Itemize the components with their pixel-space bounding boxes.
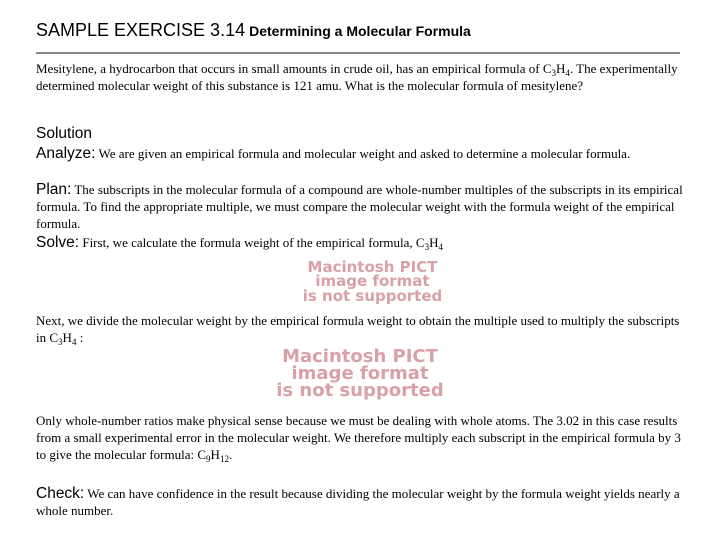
formula-element: H [62, 330, 72, 345]
formula-element: H [210, 447, 220, 462]
formula-element: H [429, 235, 439, 250]
formula-subscript: 3 [551, 68, 557, 78]
problem-text-2: . The experimentally determined molecular weight of this substance is 121 amu. What is the molecular formula of mesitylene? [36, 61, 678, 93]
formula-subscript: 4 [71, 337, 77, 347]
solution-label: Solution [36, 125, 93, 142]
check-text: We can have confidence in the result because dividing the molecular weight by the formula weight yields nearly a whole number. [36, 486, 680, 518]
formula-subscript: 12 [219, 454, 229, 464]
pict-line: is not supported [276, 380, 444, 402]
formula-subscript: 4 [565, 68, 570, 78]
pict-line: image format [291, 363, 429, 385]
next-paragraph [36, 312, 684, 346]
title-divider [36, 52, 680, 54]
analyze-text: We are given an empirical formula and molecular weight and asked to determine a molecular formula. [95, 146, 631, 161]
conclusion-end: . [228, 447, 233, 462]
solution-heading [36, 125, 684, 142]
formula-subscript: 4 [438, 242, 443, 252]
next-text: Next, we divide the molecular weight by the empirical formula weight to obtain the multiple used to multiply the subscripts in C [36, 313, 680, 345]
pict-line: Macintosh PICT [282, 346, 438, 367]
plan-label: Plan: [36, 181, 72, 198]
analyze-paragraph [36, 145, 684, 162]
problem-statement [36, 60, 684, 94]
pict-placeholder-1 [265, 260, 480, 303]
formula-element: H [556, 61, 566, 76]
solve-text: First, we calculate the formula weight of the empirical formula, C [79, 235, 425, 250]
check-paragraph [36, 485, 684, 519]
formula-subscript: 3 [424, 242, 430, 252]
exercise-title [36, 20, 471, 41]
solve-label: Solve: [36, 234, 80, 251]
conclusion-text: Only whole-number ratios make physical sense because we must be dealing with whole atoms. The 3.02 in this case results from a small experimental error in the molecular weight. We therefore multiply each subscript in the empirical formula by 3 to give the molecular formula: C [36, 413, 681, 462]
solve-paragraph [36, 234, 684, 251]
pict-line: is not supported [302, 286, 443, 305]
check-label: Check: [36, 485, 85, 502]
exercise-subtitle: Determining a Molecular Formula [249, 23, 471, 39]
formula-subscript: 9 [206, 454, 211, 464]
formula-subscript: 3 [58, 337, 63, 347]
next-end: : [76, 330, 84, 345]
problem-text-1: Mesitylene, a hydrocarbon that occurs in small amounts in crude oil, has an empirical formula of C [36, 61, 552, 76]
pict-line: Macintosh PICT [307, 258, 438, 276]
analyze-label: Analyze: [36, 145, 96, 162]
conclusion-paragraph [36, 412, 684, 463]
plan-text: The subscripts in the molecular formula of a compound are whole-number multiples of the subscripts in its empirical formula. To find the appropriate multiple, we must compare the molecular weight with the formula weight of the empirical formula. [36, 182, 683, 231]
plan-paragraph [36, 181, 684, 232]
exercise-number: SAMPLE EXERCISE 3.14 [36, 20, 246, 40]
pict-placeholder-2 [230, 346, 490, 402]
pict-line: image format [315, 272, 430, 291]
